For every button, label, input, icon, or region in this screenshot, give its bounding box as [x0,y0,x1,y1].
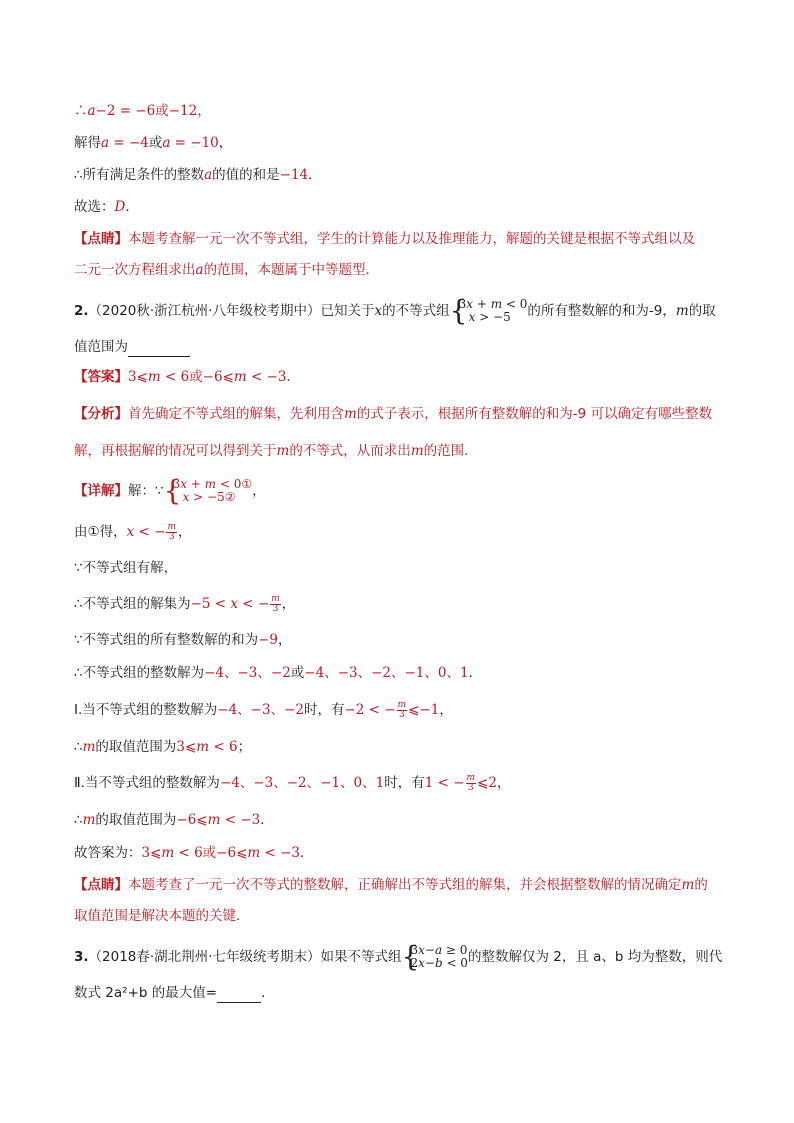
text: ， [177,524,192,540]
text-line [74,101,211,121]
fraction-denominator: 3 [272,603,279,614]
math-expression: 𝑎 = −10 [162,135,219,151]
analysis-text: 的不等式，从而求出 [289,443,411,459]
text: ∴不等式组的整数解为 [74,665,205,681]
comment-line [74,875,708,895]
math-expression: −5 < 𝑥 < − [190,596,270,612]
text: 如果不等式组 [320,949,402,965]
text: 解得 [74,135,101,151]
question-3-stem [74,940,723,973]
math-variable: 𝑚 [675,303,689,319]
math-expression: −4、−3、−2、−1、0、1 [304,665,469,681]
text: ∴不等式组的解集为 [74,596,191,612]
brace-icon: { [163,474,182,507]
text: ， [281,596,296,612]
math-expression: −9 [258,632,278,648]
fraction [466,774,477,793]
math-expression: 𝑎 [195,262,204,278]
fraction-denominator: 3 [467,782,474,793]
answer-tag: 【答案】 [74,369,128,385]
analysis-text: 解，再根据解的情况可以得到关于 [74,443,277,459]
solution-step [74,663,482,683]
solution-step [74,594,295,614]
comment-text: 的范围，本题属于中等题型． [203,262,380,278]
text: . [261,985,266,1001]
text-line [74,133,232,153]
solution-step [74,810,274,830]
text: 的取 [688,303,716,319]
math-expression: ⩽−1 [408,702,440,718]
text: Ⅱ.当不等式组的整数解为 [74,775,220,791]
answer-blank [128,336,190,357]
system-row: 3𝑥 + 𝑚 < 0① [172,477,253,491]
text: 解：∵ [128,483,164,499]
text: 值范围为 [74,339,128,355]
analysis-line [74,441,478,461]
text: ， [218,135,233,151]
text: ， [439,702,453,718]
math-variable: 𝑚 [681,877,695,893]
text: ； [237,739,252,755]
text: ． [260,812,274,828]
math-expression: −4、−3、−2 [204,665,291,681]
fraction [270,595,281,614]
fraction [166,523,177,542]
math-variable: 𝑚 [344,406,357,422]
text: 由①得， [74,524,127,540]
comment-text: 本题考查了一元一次不等式的整数解，正确解出不等式组的解集，并会根据整数解的情况确定 [128,877,682,893]
math-variable: 𝑚 [82,739,96,755]
math-expression: −6⩽𝑚 < −3 [176,812,261,828]
analysis-text: 的范围． [423,443,478,459]
text: ． [468,665,483,681]
math-variable: 𝑥 [374,303,383,319]
text: 时，有 [384,775,425,791]
text: 故选： [74,199,115,215]
text: 故答案为： [74,845,142,861]
analysis-line [74,404,712,424]
text: ∵不等式组有解， [74,560,178,576]
solution-step [74,630,292,650]
solution-step [74,558,177,578]
math-expression: 1 < − [424,775,465,791]
math-expression: ∴𝑎−2 = −6或−12， [74,103,211,119]
text-line [74,165,322,185]
text: ∵不等式组的所有整数解的和为 [74,632,259,648]
inequality-system [163,474,253,507]
fraction-numerator: 𝑚 [167,521,176,532]
comment-line [74,229,695,249]
system-row: 3𝑥 + 𝑚 < 0 [458,297,528,311]
question-source: （2018春·湖北荆州·七年级统考期末） [88,949,321,965]
system-row: 2𝑥−𝑏 < 0 [410,956,468,970]
text: ． [125,199,139,215]
comment-tag: 【点睛】 [74,231,128,247]
fraction-numerator: 𝑚 [466,772,476,783]
math-variable: 𝑚 [410,443,424,459]
comment-text: 的 [694,877,708,893]
comment-tag: 【点睛】 [74,877,128,893]
comment-text: 二元一次方程组求出 [74,262,196,278]
inequality-system [401,940,468,973]
solution-step [74,700,453,720]
math-expression: 𝐷 [114,199,126,215]
fraction-numerator: 𝑚 [397,699,407,710]
text: 时，有 [303,702,345,718]
detail-line [74,474,266,507]
math-expression: −2 < − [344,702,396,718]
comment-line [74,906,250,926]
text: 的取值范围为 [95,739,177,755]
solution-step [74,773,510,793]
text: ， [496,775,511,791]
math-variable: 𝑚 [276,443,290,459]
question-2-line2 [74,336,190,357]
fraction-numerator: 𝑚 [271,593,280,604]
math-expression: ⩽2 [477,775,497,791]
solution-step [74,522,191,542]
question-2-stem [74,294,716,327]
fraction-denominator: 3 [168,531,175,542]
analysis-text: 首先确定不等式组的解集，先利用含 [128,406,344,422]
text: 的取值范围为 [95,812,177,828]
text: ， [278,632,292,648]
comment-text: 取值范围是解决本题的关键． [74,908,250,924]
question-number: 2. [74,303,89,319]
text: Ⅰ.当不等式组的整数解为 [74,702,218,718]
fraction [397,701,408,720]
text: ∴ [74,812,83,828]
text: ∴所有满足条件的整数 [74,167,205,183]
comment-line [74,260,379,280]
math-expression: −4、−3、−2 [217,702,304,718]
math-expression: −4、−3、−2、−1、0、1 [219,775,385,791]
system-row: 𝑥 > −5② [182,490,236,504]
solution-step [74,843,314,863]
question-source: （2020秋·浙江杭州·八年级校考期中） [88,303,321,319]
inequality-system [449,294,528,327]
math-expression: 𝑥 < − [126,524,166,540]
answer-blank [217,982,261,1003]
analysis-tag: 【分析】 [74,406,128,422]
math-expression: 3⩽𝑚 < 6 [176,739,238,755]
text: 的整数解仅为 2，且 a、b 均为整数，则代 [467,949,723,965]
brace-icon: { [449,294,468,327]
text: ． [300,845,314,861]
system-row: 𝑥 > −5 [468,310,511,324]
text-line [74,197,139,217]
text: 或 [290,665,305,681]
brace-icon: { [401,940,420,973]
comment-text: 本题考查解一元一次不等式组，学生的计算能力以及推理能力，解题的关键是根据不等式组以及 [128,231,695,247]
question-number: 3. [74,949,89,965]
text: ． [308,167,322,183]
answer-value: 3⩽𝑚 < 6或−6⩽𝑚 < −3． [128,369,300,385]
text: ∴ [74,739,83,755]
text: 数式 2a²+b 的最大值= [74,985,218,1001]
text: 已知关于 [320,303,375,319]
answer-line [74,367,300,387]
question-3-line2 [74,982,265,1003]
fraction-denominator: 3 [399,709,405,720]
math-expression: 3⩽𝑚 < 6或−6⩽𝑚 < −3 [141,845,300,861]
math-expression: 𝑎 = −4 [101,135,149,151]
text: 的值的和是 [212,167,280,183]
text: 的不等式组 [382,303,450,319]
detail-tag: 【详解】 [74,483,128,499]
solution-step [74,737,251,757]
system-row: 3𝑥−𝑎 ≥ 0 [410,943,468,957]
math-expression: 𝑎 [204,167,213,183]
math-variable: 𝑚 [82,812,96,828]
text: 的所有整数解的和为-9， [527,303,676,319]
text: ， [252,483,266,499]
text: 或 [148,135,163,151]
analysis-text: 的式子表示，根据所有整数解的和为-9 可以确定有哪些整数 [356,406,713,422]
math-expression: −14 [279,167,309,183]
